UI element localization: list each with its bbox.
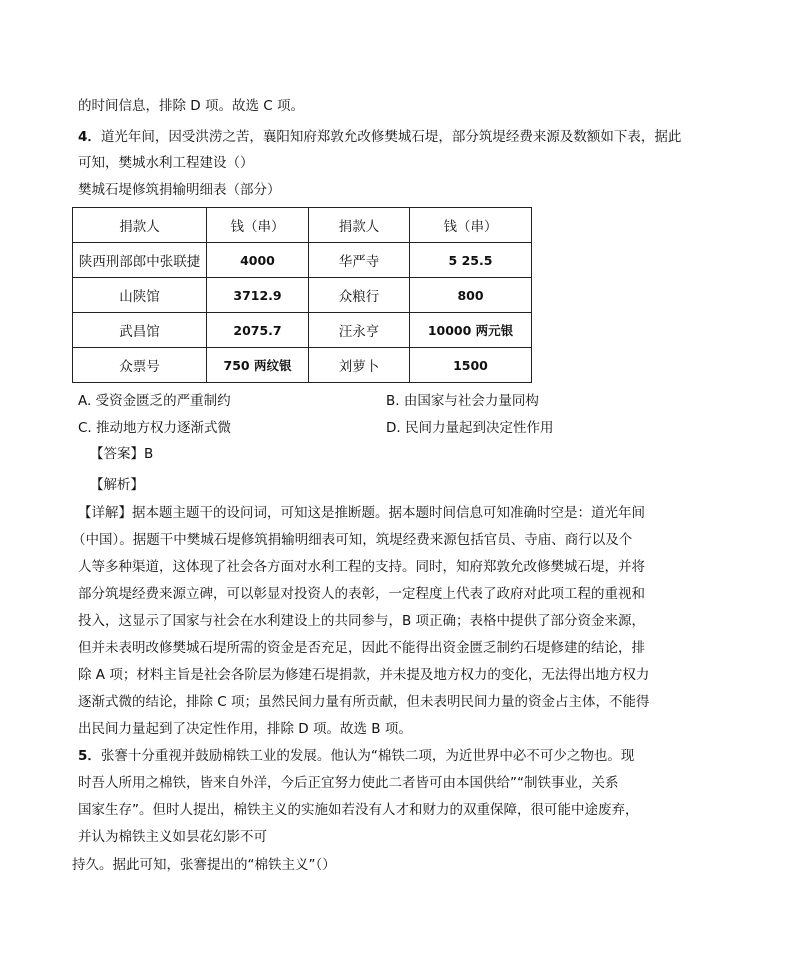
explanation-line: 逐渐式微的结论，排除 C 项；虽然民间力量有所贡献，但未表明民间力量的资金占主体，不能得 [78, 694, 650, 710]
question-5-text-1: 张謇十分重视并鼓励棉铁工业的发展。他认为“棉铁二项，为近世界中必不可少之物也。现 [100, 748, 635, 764]
donor-cell: 陕西刑部郎中张联捷 [73, 243, 207, 278]
donor-cell: 众粮行 [309, 278, 410, 313]
donor-cell: 华严寺 [309, 243, 410, 278]
question-4-number: 4． [78, 129, 101, 145]
option-b: B. 由国家与社会力量同构 [386, 393, 539, 409]
option-c: C. 推动地方权力逐渐式微 [78, 420, 232, 436]
question-4-stem-line-2: 可知，樊城水利工程建设（） [78, 155, 254, 171]
analysis-label: 【解析】 [90, 477, 144, 493]
table-header-cell: 捐款人 [309, 208, 410, 243]
option-a: A. 受资金匮乏的严重制约 [78, 393, 231, 409]
donor-cell: 山陕馆 [73, 278, 207, 313]
table-header-cell: 捐款人 [73, 208, 207, 243]
question-5-line-1 [78, 746, 634, 766]
donor-cell: 刘萝卜 [309, 348, 410, 383]
explanation-line: （中国）。据题干中樊城石堤修筑捐输明细表可知，筑堤经费来源包括官员、寺庙、商行以及个 [72, 532, 633, 548]
table-row [73, 348, 532, 383]
table-row [73, 243, 532, 278]
question-5-line: 持久。据此可知，张謇提出的“棉铁主义”（） [72, 857, 336, 873]
amount-cell: 750 两纹银 [207, 348, 309, 383]
question-5-line: 并认为棉铁主义如昙花幻影不可 [78, 829, 267, 845]
option-d: D. 民间力量起到决定性作用 [386, 420, 554, 436]
amount-cell: 3712.9 [207, 278, 309, 313]
question-5-line: 时吾人所用之棉铁，皆来自外洋，今后正宜努力使此二者皆可由本国供给”“制铁事业，关系 [78, 775, 619, 791]
donation-table [72, 207, 532, 383]
answer-label: 【答案】B [90, 446, 154, 462]
question-4-stem-line-1 [78, 127, 681, 147]
donor-cell: 众票号 [73, 348, 207, 383]
question-5-line: 国家生存”。但时人提出，棉铁主义的实施如若没有人才和财力的双重保障，很可能中途废弃， [78, 802, 639, 818]
explanation-line: 人等多种渠道，这体现了社会各方面对水利工程的支持。同时，知府郑敦允改修樊城石堤，并将 [78, 559, 645, 575]
table-header-cell: 钱（串） [207, 208, 309, 243]
question-4-stem-text-1: 道光年间，因受洪涝之苦，襄阳知府郑敦允改修樊城石堤，部分筑堤经费来源及数额如下表，据此 [100, 129, 682, 145]
explanation-line: 出民间力量起到了决定性作用，排除 D 项。故选 B 项。 [78, 721, 412, 737]
explanation-line: 除 A 项；材料主旨是社会各阶层为修建石堤捐款，并未提及地方权力的变化，无法得出地方权力 [78, 667, 650, 683]
table-header-cell: 钱（串） [410, 208, 532, 243]
amount-cell: 5 25.5 [410, 243, 532, 278]
amount-cell: 10000 两元银 [410, 313, 532, 348]
question-5-number: 5． [78, 748, 101, 764]
amount-cell: 4000 [207, 243, 309, 278]
explanation-line: 【详解】据本题主题干的设问词，可知这是推断题。据本题时间信息可知准确时空是：道光年间 [78, 505, 645, 521]
explanation-line: 但并未表明改修樊城石堤所需的资金是否充足，因此不能得出资金匮乏制约石堤修建的结论，排 [78, 640, 645, 656]
explanation-line: 部分筑堤经费来源立碑，可以彰显对投资人的表彰，一定程度上代表了政府对此项工程的重视和 [78, 586, 645, 602]
amount-cell: 800 [410, 278, 532, 313]
donor-cell: 汪永亨 [309, 313, 410, 348]
amount-cell: 2075.7 [207, 313, 309, 348]
table-title: 樊城石堤修筑捐输明细表（部分） [78, 182, 281, 198]
amount-cell: 1500 [410, 348, 532, 383]
table-header-row [73, 208, 532, 243]
previous-answer-tail: 的时间信息，排除 D 项。故选 C 项。 [78, 98, 304, 114]
table-row [73, 278, 532, 313]
table-row [73, 313, 532, 348]
donor-cell: 武昌馆 [73, 313, 207, 348]
explanation-line: 投入，这显示了国家与社会在水利建设上的共同参与，B 项正确；表格中提供了部分资金来源， [78, 613, 646, 629]
